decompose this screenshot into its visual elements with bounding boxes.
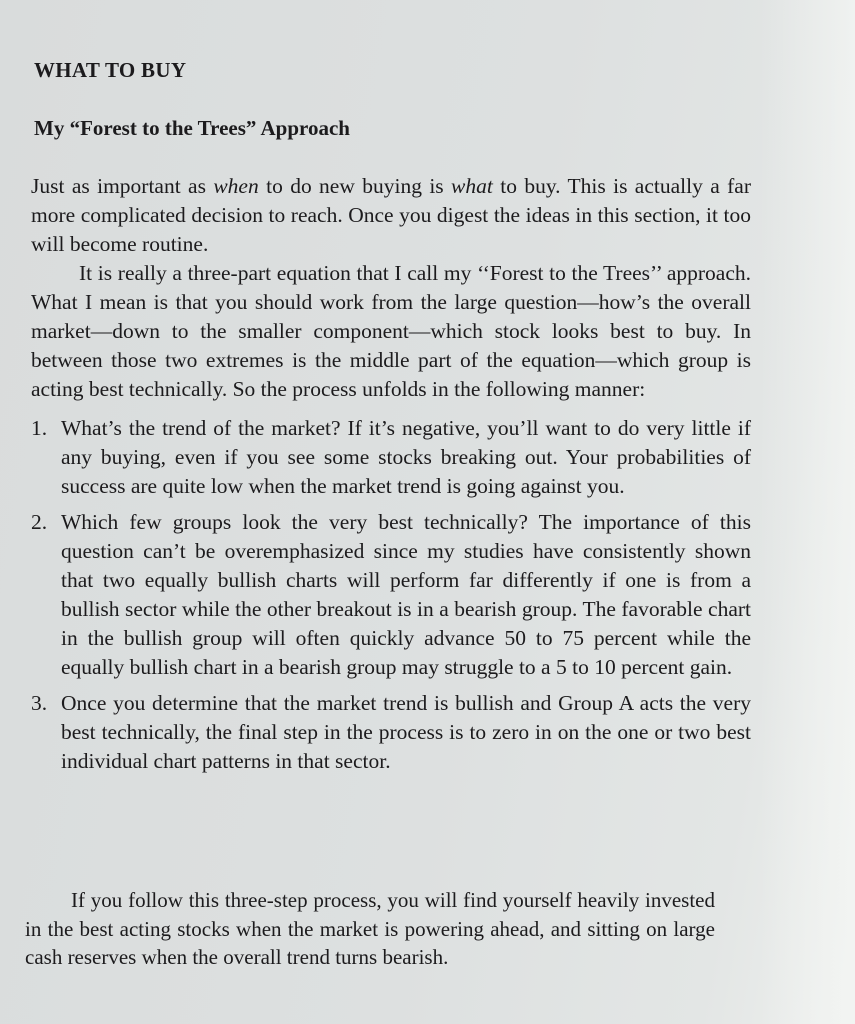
emphasis-when: when [213,174,259,198]
list-item-text: Once you determine that the market trend is bullish and Group A acts the very best technically, the final step in the process is to zero in on the one or two best individual chart patterns in that sector. [61,691,751,773]
emphasis-what: what [451,174,493,198]
paragraph-equation: It is really a three-part equation that I call my ‘‘Forest to the Trees’’ approach. What I mean is that you should work from the large question—how’s the overall market—down to the smaller component—which stock looks best to buy. In between those two extremes is the middle part of the equation—which group is acting best technically. So the process unfolds in the following manner: [31,261,751,401]
steps-list [31,414,751,776]
section-heading: WHAT TO BUY [34,58,187,82]
list-item [31,508,751,682]
body-text [31,172,751,783]
list-item [31,689,751,776]
paragraph-intro-part3: to buy. This is actually a far more complicated decision to reach. Once you digest the ideas in this section, it too will become routine. [31,174,751,256]
paragraph-intro-part1: Just as important as [31,174,214,198]
subheading: My “Forest to the Trees” Approach [34,116,350,140]
list-item-text: What’s the trend of the market? If it’s negative, you’ll want to do very little if any buying, even if you see some stocks breaking out. Your probabilities of success are quite low when the market trend is going against you. [61,416,751,498]
list-item-number: 3. [31,691,48,715]
list-item-text: Which few groups look the very best technically? The importance of this question can’t be overemphasized since my studies have consistently shown that two equally bullish charts will perform far differently if one is from a bullish sector while the other breakout is in a bearish group. The favorable chart in the bullish group will often quickly advance 50 to 75 percent while the equally bullish chart in a bearish group may struggle to a 5 to 10 percent gain. [61,510,751,679]
list-item [31,414,751,501]
list-item-number: 2. [31,510,48,534]
paragraph-intro [31,172,751,259]
list-item-number: 1. [31,416,48,440]
paragraph-intro-part2: to do new buying is [258,174,452,198]
paragraph-closing: If you follow this three-step process, you will find yourself heavily invested in the best acting stocks when the market is powering ahead, and sitting on large cash reserves when the overall trend turns bearish. [25,888,715,969]
